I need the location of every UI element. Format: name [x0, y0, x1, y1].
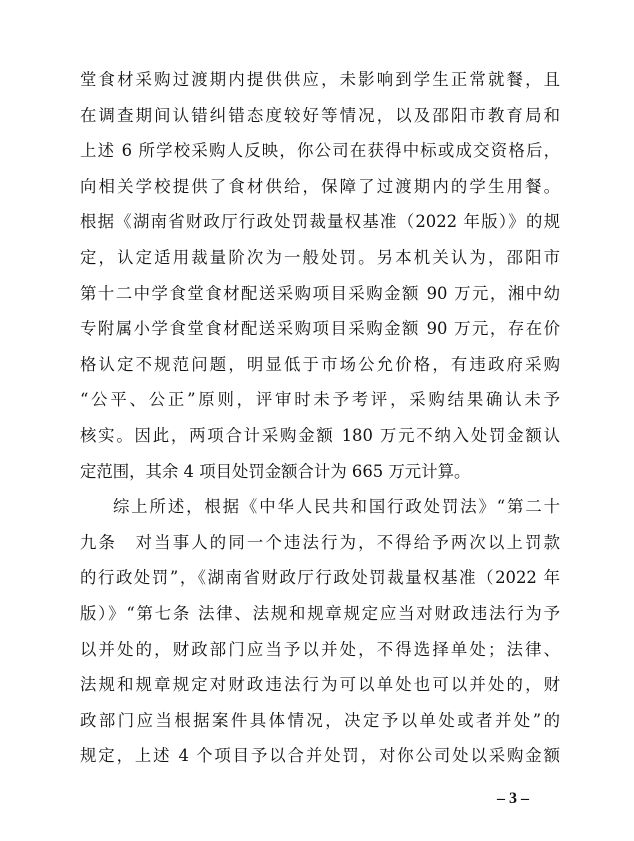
- text-line: 向相关学校提供了食材供给，保障了过渡期内的学生用餐。: [80, 176, 560, 196]
- text-line: 专附属小学食堂食材配送采购项目采购金额 90 万元，存在价: [80, 319, 560, 339]
- text-line: 第十二中学食堂食材配送采购项目采购金额 90 万元，湘中幼: [80, 283, 560, 303]
- body-text: [80, 62, 560, 774]
- text-line: 核实。因此，两项合计采购金额 180 万元不纳入处罚金额认: [80, 425, 560, 445]
- text-line: “公平、公正”原则，评审时未予考评，采购结果确认未予: [80, 390, 560, 410]
- text-line: 的行政处罚”，《湖南省财政厅行政处罚裁量权基准（2022 年: [80, 568, 560, 588]
- text-line: 规定，上述 4 个项目予以合并处罚，对你公司处以采购金额: [80, 746, 560, 766]
- text-line: 根据《湖南省财政厅行政处罚裁量权基准（2022 年版）》的规: [80, 212, 560, 232]
- text-line: 定，认定适用裁量阶次为一般处罚。另本机关认为，邵阳市: [80, 247, 560, 267]
- text-line: 法规和规章规定对财政违法行为可以单处也可以并处的，财: [80, 675, 560, 695]
- text-line: 上述 6 所学校采购人反映，你公司在获得中标或成交资格后，: [80, 141, 560, 161]
- text-line: 政部门应当根据案件具体情况，决定予以单处或者并处”的: [80, 710, 560, 730]
- text-line: 定范围，其余 4 项目处罚金额合计为 665 万元计算。: [80, 461, 471, 481]
- text-line: 堂食材采购过渡期内提供供应，未影响到学生正常就餐，且: [80, 70, 560, 89]
- text-line: 格认定不规范问题，明显低于市场公允价格，有违政府采购: [80, 354, 560, 374]
- text-line: 以并处的，财政部门应当予以并处，不得选择单处；法律、: [80, 639, 560, 659]
- page-number: – 3 –: [497, 790, 529, 807]
- text-line: 九条 对当事人的同一个违法行为，不得给予两次以上罚款: [80, 532, 560, 552]
- text-line: 在调查期间认错纠错态度较好等情况，以及邵阳市教育局和: [80, 105, 560, 125]
- text-line-paragraph-start: 综上所述，根据《中华人民共和国行政处罚法》“第二十: [113, 497, 560, 517]
- text-line: 版）》“第七条 法律、法规和规章规定应当对财政违法行为予: [80, 603, 560, 623]
